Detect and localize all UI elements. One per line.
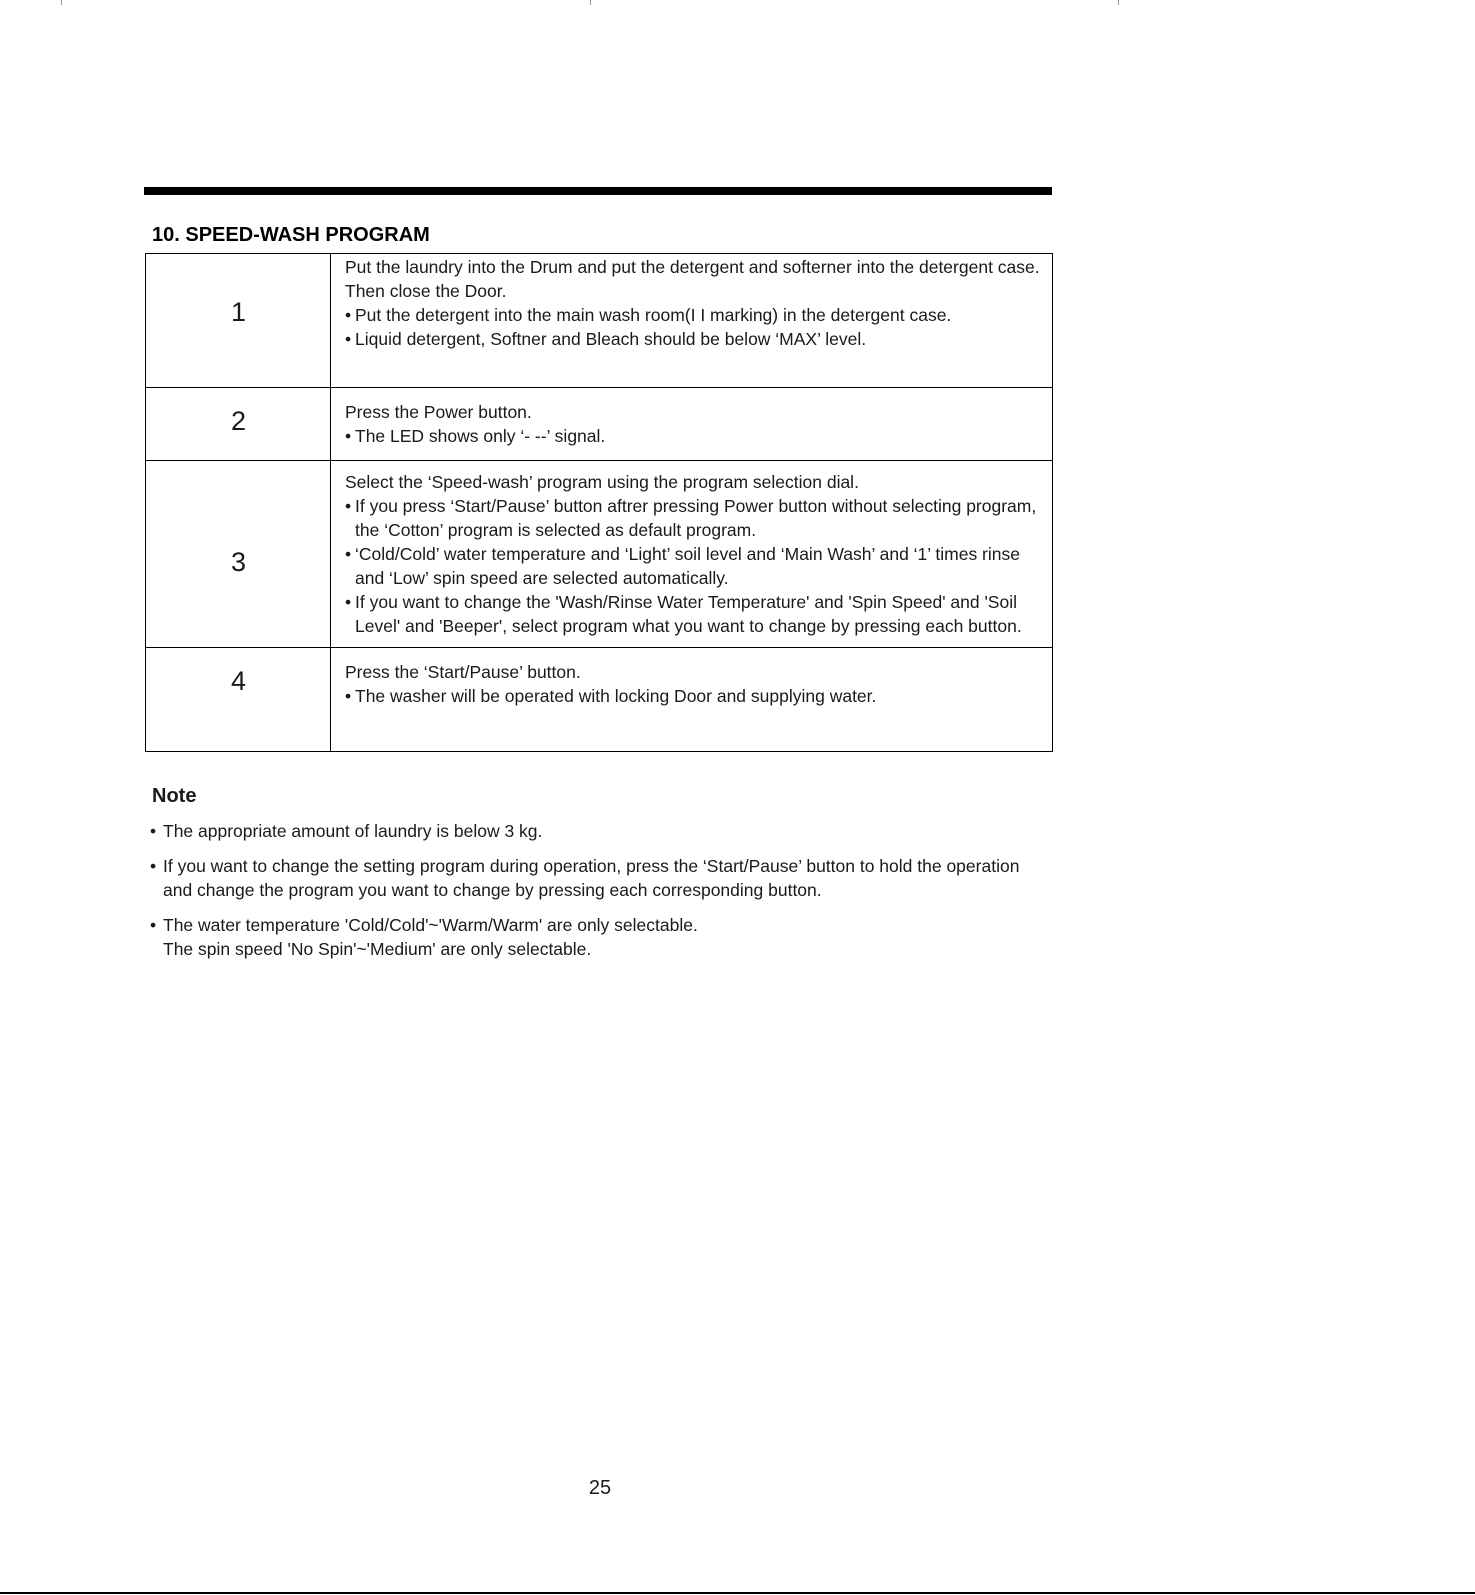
step-bullet: • Put the detergent into the main wash room(I I marking) in the detergent case. [345, 303, 1040, 327]
step-row [146, 461, 1053, 648]
scan-tick-mark [61, 0, 62, 5]
note-item [150, 854, 1050, 902]
scan-tick-mark [1118, 0, 1119, 5]
step-bullet: • The LED shows only ‘- --’ signal. [345, 424, 1040, 448]
note-text-continuation: The spin speed 'No Spin'~'Medium' are only selectable. [163, 939, 592, 959]
step-instruction: Then close the Door. [345, 281, 507, 301]
step-instruction: Select the ‘Speed-wash’ program using the program selection dial. [345, 472, 859, 492]
step-row [146, 648, 1053, 752]
step-bullet: • The washer will be operated with locking Door and supplying water. [345, 684, 1040, 708]
step-instructions-cell [331, 461, 1053, 648]
note-item [150, 819, 1050, 843]
step-bullet: • If you want to change the 'Wash/Rinse Water Temperature' and 'Spin Speed' and 'Soil Level' and 'Beeper', select program what you want to change by pressing each button. [345, 590, 1040, 638]
step-number-cell [146, 254, 331, 388]
step-row [146, 388, 1053, 461]
step-instructions-cell [331, 254, 1053, 388]
step-bullet: • Liquid detergent, Softner and Bleach should be below ‘MAX’ level. [345, 327, 1040, 351]
step-number-cell [146, 461, 331, 648]
note-text: If you want to change the setting program during operation, press the ‘Start/Pause’ button to hold the operation and change the program you want to change by pressing each corresponding button. [163, 856, 1020, 900]
note-list [150, 819, 1050, 972]
step-instruction: Press the ‘Start/Pause’ button. [345, 662, 581, 682]
note-heading: Note [152, 785, 197, 807]
note-text: The water temperature 'Cold/Cold'~'Warm/Warm' are only selectable. [163, 915, 698, 935]
step-number: 3 [230, 547, 247, 577]
step-number: 1 [230, 297, 247, 327]
step-bullet: • ‘Cold/Cold’ water temperature and ‘Light’ soil level and ‘Main Wash’ and ‘1’ times rinse and ‘Low’ spin speed are selected automatically. [345, 542, 1040, 590]
step-instructions-cell [331, 388, 1053, 461]
step-number: 4 [230, 666, 247, 696]
page-number: 25 [588, 1477, 612, 1499]
step-instruction: Put the laundry into the Drum and put the detergent and softerner into the detergent case. [345, 257, 1040, 277]
step-number-cell [146, 388, 331, 461]
page-bottom-edge [0, 1592, 1475, 1594]
step-row [146, 254, 1053, 388]
step-bullet: • If you press ‘Start/Pause’ button aftrer pressing Power button without selecting program, the ‘Cotton’ program is selected as default program. [345, 494, 1040, 542]
step-number-cell [146, 648, 331, 752]
note-item [150, 913, 1050, 961]
step-number: 2 [230, 406, 247, 436]
section-title: 10. SPEED-WASH PROGRAM [152, 224, 430, 246]
step-instructions-cell [331, 648, 1053, 752]
note-text: The appropriate amount of laundry is below 3 kg. [163, 821, 543, 841]
step-instruction: Press the Power button. [345, 402, 532, 422]
section-top-rule [144, 187, 1052, 195]
steps-table [145, 253, 1053, 752]
scan-tick-mark [590, 0, 591, 5]
